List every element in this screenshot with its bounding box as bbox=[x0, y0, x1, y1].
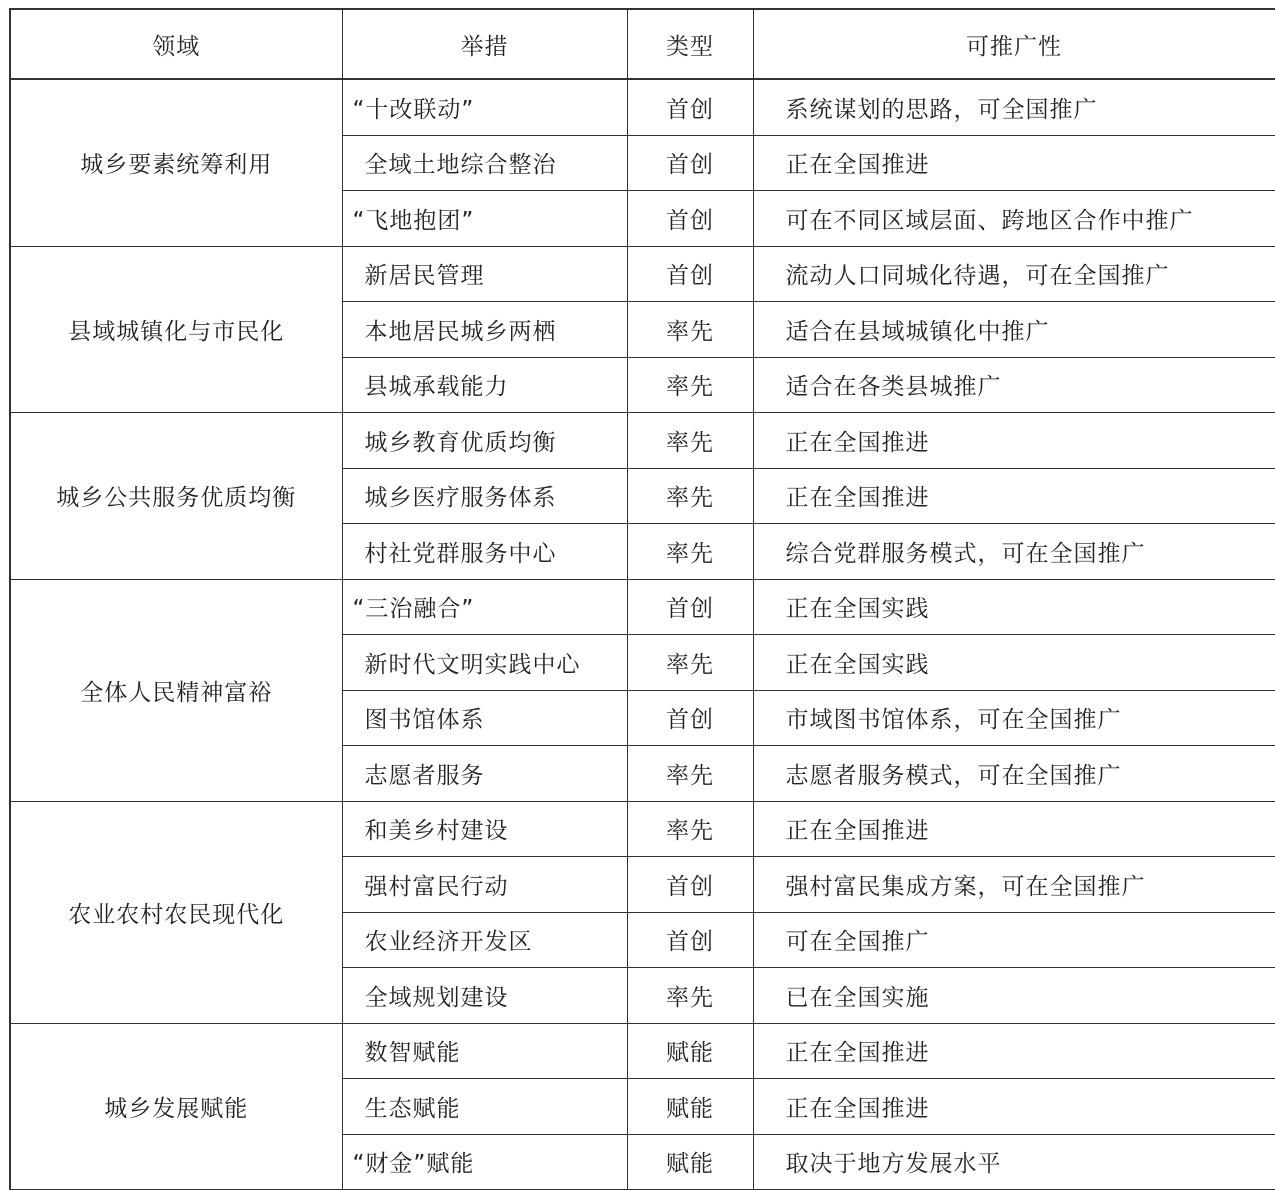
promotability-cell: 市域图书馆体系，可在全国推广 bbox=[753, 690, 1275, 746]
measure-cell: 村社党群服务中心 bbox=[342, 524, 627, 580]
measure-cell: 图书馆体系 bbox=[342, 690, 627, 746]
promotability-cell: 强村富民集成方案，可在全国推广 bbox=[753, 857, 1275, 913]
type-cell: 首创 bbox=[627, 579, 753, 635]
domain-cell: 农业农村农民现代化 bbox=[10, 801, 342, 1023]
promotability-cell: 可在全国推广 bbox=[753, 912, 1275, 968]
measure-cell: 生态赋能 bbox=[342, 1079, 627, 1135]
type-cell: 赋能 bbox=[627, 1134, 753, 1190]
type-cell: 首创 bbox=[627, 690, 753, 746]
promotability-cell: 适合在各类县城推广 bbox=[753, 357, 1275, 413]
measure-cell: “飞地抱团” bbox=[342, 191, 627, 247]
promotability-cell: 正在全国推进 bbox=[753, 468, 1275, 524]
type-cell: 率先 bbox=[627, 524, 753, 580]
measure-cell: 强村富民行动 bbox=[342, 857, 627, 913]
promotability-cell: 综合党群服务模式，可在全国推广 bbox=[753, 524, 1275, 580]
measures-table bbox=[9, 8, 1275, 1190]
measure-cell: 全域规划建设 bbox=[342, 968, 627, 1024]
type-cell: 首创 bbox=[627, 246, 753, 302]
promotability-cell: 正在全国实践 bbox=[753, 579, 1275, 635]
type-cell: 率先 bbox=[627, 968, 753, 1024]
type-cell: 率先 bbox=[627, 801, 753, 857]
type-cell: 首创 bbox=[627, 135, 753, 191]
table-row bbox=[10, 1023, 1275, 1079]
header-measure: 举措 bbox=[342, 9, 627, 79]
table-row bbox=[10, 79, 1275, 135]
measure-cell: 和美乡村建设 bbox=[342, 801, 627, 857]
type-cell: 赋能 bbox=[627, 1023, 753, 1079]
type-cell: 率先 bbox=[627, 635, 753, 691]
promotability-cell: 正在全国推进 bbox=[753, 1079, 1275, 1135]
promotability-cell: 正在全国推进 bbox=[753, 135, 1275, 191]
measure-cell: “三治融合” bbox=[342, 579, 627, 635]
promotability-cell: 正在全国推进 bbox=[753, 801, 1275, 857]
measure-cell: 全域土地综合整治 bbox=[342, 135, 627, 191]
type-cell: 首创 bbox=[627, 191, 753, 247]
type-cell: 率先 bbox=[627, 357, 753, 413]
promotability-cell: 正在全国推进 bbox=[753, 413, 1275, 469]
measure-cell: 城乡教育优质均衡 bbox=[342, 413, 627, 469]
table-container bbox=[9, 8, 1274, 1190]
table-row bbox=[10, 579, 1275, 635]
measure-cell: 数智赋能 bbox=[342, 1023, 627, 1079]
measure-cell: 本地居民城乡两栖 bbox=[342, 302, 627, 358]
header-row bbox=[10, 9, 1275, 79]
promotability-cell: 系统谋划的思路，可全国推广 bbox=[753, 79, 1275, 135]
table-row bbox=[10, 246, 1275, 302]
promotability-cell: 取决于地方发展水平 bbox=[753, 1134, 1275, 1190]
domain-cell: 全体人民精神富裕 bbox=[10, 579, 342, 801]
domain-cell: 城乡要素统筹利用 bbox=[10, 79, 342, 246]
promotability-cell: 正在全国实践 bbox=[753, 635, 1275, 691]
type-cell: 首创 bbox=[627, 79, 753, 135]
type-cell: 率先 bbox=[627, 413, 753, 469]
type-cell: 率先 bbox=[627, 468, 753, 524]
table-row bbox=[10, 413, 1275, 469]
type-cell: 首创 bbox=[627, 857, 753, 913]
measure-cell: 新居民管理 bbox=[342, 246, 627, 302]
domain-cell: 城乡发展赋能 bbox=[10, 1023, 342, 1190]
promotability-cell: 可在不同区域层面、跨地区合作中推广 bbox=[753, 191, 1275, 247]
header-domain: 领域 bbox=[10, 9, 342, 79]
measure-cell: “财金”赋能 bbox=[342, 1134, 627, 1190]
table-row bbox=[10, 801, 1275, 857]
type-cell: 赋能 bbox=[627, 1079, 753, 1135]
header-promotability: 可推广性 bbox=[753, 9, 1275, 79]
measure-cell: 农业经济开发区 bbox=[342, 912, 627, 968]
header-type: 类型 bbox=[627, 9, 753, 79]
measure-cell: 城乡医疗服务体系 bbox=[342, 468, 627, 524]
type-cell: 率先 bbox=[627, 746, 753, 802]
promotability-cell: 志愿者服务模式，可在全国推广 bbox=[753, 746, 1275, 802]
domain-cell: 城乡公共服务优质均衡 bbox=[10, 413, 342, 580]
promotability-cell: 流动人口同城化待遇，可在全国推广 bbox=[753, 246, 1275, 302]
domain-cell: 县域城镇化与市民化 bbox=[10, 246, 342, 413]
measure-cell: 志愿者服务 bbox=[342, 746, 627, 802]
measure-cell: “十改联动” bbox=[342, 79, 627, 135]
type-cell: 率先 bbox=[627, 302, 753, 358]
promotability-cell: 正在全国推进 bbox=[753, 1023, 1275, 1079]
measure-cell: 县城承载能力 bbox=[342, 357, 627, 413]
promotability-cell: 已在全国实施 bbox=[753, 968, 1275, 1024]
measure-cell: 新时代文明实践中心 bbox=[342, 635, 627, 691]
type-cell: 首创 bbox=[627, 912, 753, 968]
promotability-cell: 适合在县域城镇化中推广 bbox=[753, 302, 1275, 358]
